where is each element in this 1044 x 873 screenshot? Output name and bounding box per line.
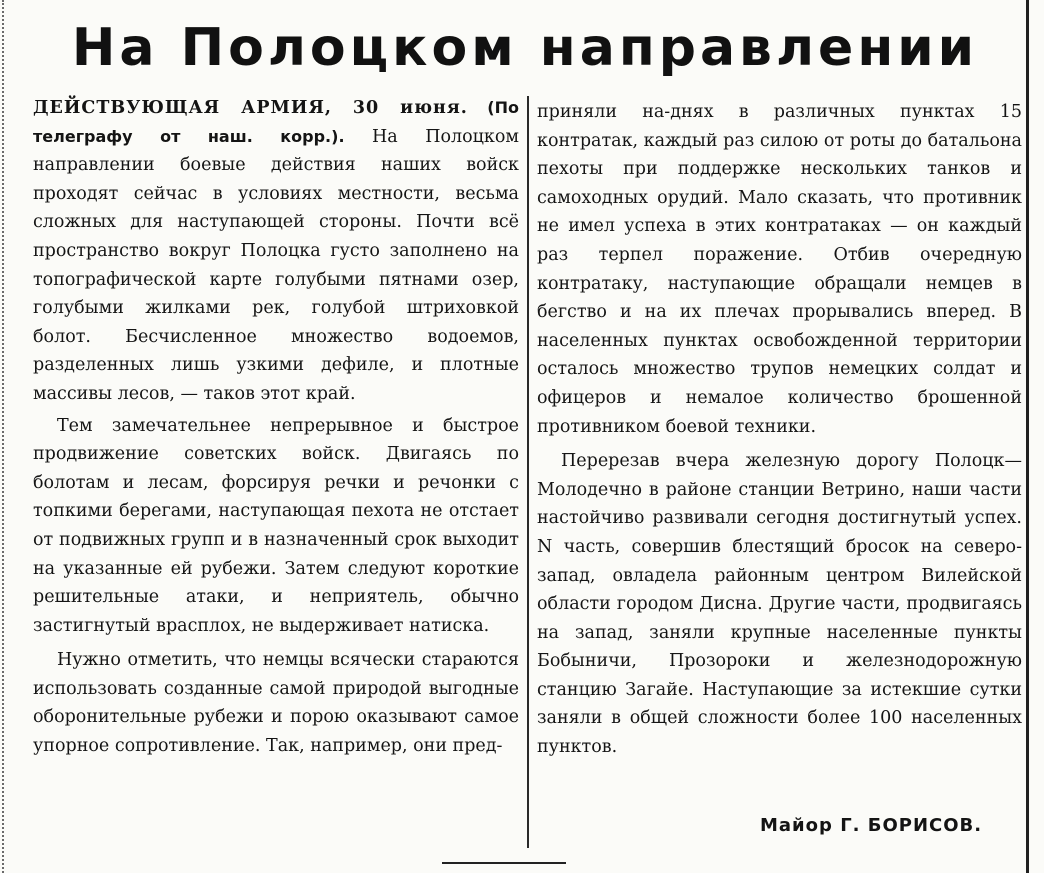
paragraph-counterattacks: приняли на-днях в различных пунктах 15 контратак, каждый раз силою от роты до батальона пехоты при поддержке нескольких танков и самоходных орудий. Мало сказать, что противник не имел успеха в этих контратаках — он каждый раз терпел поражение. Отбив очередную контратаку, наступающие обращали немцев в бегство и на их плечах прорывались вперед. В населенных пунктах освобожденной территории осталось множество трупов немецких солдат и офицеров и немалое количество брошенной противником боевой техники.: [537, 102, 1022, 437]
left-page-edge-rule: [2, 0, 4, 873]
right-column-rule: [1026, 0, 1029, 873]
left-column: [33, 94, 519, 761]
article-headline: На Полоцком направлении: [71, 18, 979, 78]
author-signature: Майор Г. БОРИСОВ.: [760, 815, 983, 836]
dateline: ДЕЙСТВУЮЩАЯ АРМИЯ, 30 июня.: [33, 98, 468, 118]
column-divider: [527, 96, 529, 848]
right-column: [537, 98, 1022, 762]
source-note: (По телеграфу от наш. корр.).: [33, 98, 519, 146]
paragraph-resistance: Нужно отметить, что немцы всячески стараются использовать созданные самой природой выгодные оборонительные рубежи и порою оказывают самое упорное сопротивление. Так, например, они пред-: [33, 650, 519, 757]
bottom-separator-rule: [442, 862, 566, 864]
lead-paragraph-text: На Полоцком направлении боевые действия наших войск проходят сейчас в условиях местности, весьма сложных для наступающей стороны. Почти всё пространство вокруг Полоцка густо заполнено на топографической карте голубыми пятнами озер, голубыми жилками рек, голубой штриховкой болот. Бесчисленное множество водоемов, разделенных лишь узкими дефиле, и плотные массивы лесов, — таков этот край.: [33, 126, 520, 404]
paragraph-railway: Перерезав вчера железную дорогу Полоцк—Молодечно в районе станции Ветрино, наши части настойчиво развивали сегодня достигнутый успех. N часть, совершив блестящий бросок на северо-запад, овладела районным центром Вилейской области городом Дисна. Другие части, продвигаясь на запад, заняли крупные населенные пункты Бобыничи, Прозороки и железнодорожную станцию Загайе. Наступающие за истекшие сутки заняли в общей сложности более 100 населенных пунктов.: [537, 451, 1022, 758]
paragraph-advance: Тем замечательнее непрерывное и быстрое продвижение советских войск. Двигаясь по болотам и лесам, форсируя речки и речонки с топкими берегами, наступающая пехота не отстает от подвижных групп и в назначенный срок выходит на указанные ей рубежи. Затем следуют короткие решительные атаки, и неприятель, обычно застигнутый врасплох, не выдерживает натиска.: [33, 415, 519, 636]
lead-paragraph: [33, 94, 519, 409]
